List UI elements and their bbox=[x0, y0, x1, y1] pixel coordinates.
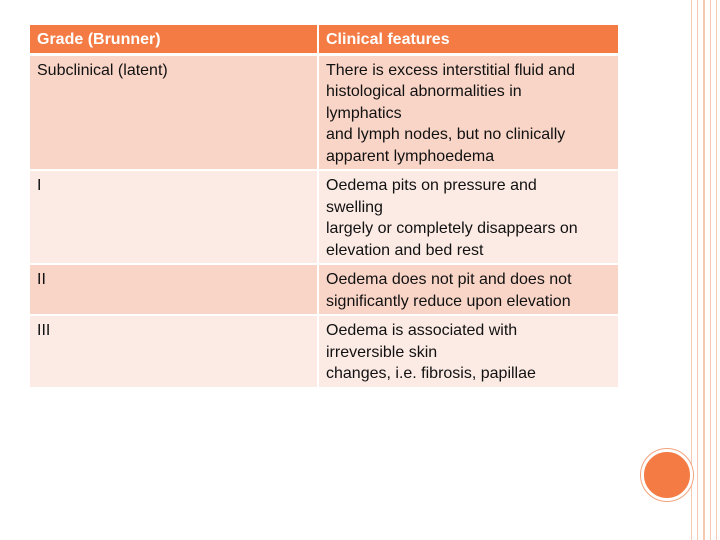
header-clinical-features: Clinical features bbox=[319, 25, 618, 56]
feature-text: There is excess interstitial fluid and bbox=[326, 61, 575, 79]
decorative-circle bbox=[641, 449, 693, 501]
grade-cell: Subclinical (latent) bbox=[30, 56, 319, 172]
decorative-line bbox=[710, 0, 711, 540]
feature-text: apparent lymphoedema bbox=[326, 147, 495, 165]
table-row bbox=[30, 316, 618, 389]
feature-text: Oedema pits on pressure and bbox=[326, 177, 537, 194]
feature-text: significantly reduce upon elevation bbox=[326, 292, 571, 310]
features-cell bbox=[319, 316, 618, 389]
features-cell bbox=[319, 171, 618, 265]
lymphoedema-grading-table bbox=[30, 25, 618, 389]
feature-text: swelling bbox=[326, 198, 383, 216]
feature-text: histological abnormalities in bbox=[326, 83, 522, 100]
decorative-line bbox=[697, 0, 698, 540]
decorative-line bbox=[716, 0, 717, 540]
feature-text: and lymph nodes, but no clinically bbox=[326, 126, 566, 143]
feature-text: elevation and bed rest bbox=[326, 241, 484, 259]
table-row bbox=[30, 265, 618, 316]
feature-text: lymphatics bbox=[326, 104, 402, 122]
header-grade: Grade (Brunner) bbox=[30, 25, 319, 56]
decorative-line bbox=[691, 0, 692, 540]
table-header-row bbox=[30, 25, 618, 56]
table-row bbox=[30, 171, 618, 265]
grade-cell: I bbox=[30, 171, 319, 265]
grade-cell: II bbox=[30, 265, 319, 316]
grade-cell: III bbox=[30, 316, 319, 389]
features-cell bbox=[319, 56, 618, 172]
decorative-line bbox=[703, 0, 705, 540]
feature-text: irreversible skin bbox=[326, 343, 438, 361]
feature-text: Oedema is associated with bbox=[326, 322, 518, 339]
feature-text: largely or completely disappears on bbox=[326, 220, 578, 237]
table-row bbox=[30, 56, 618, 172]
feature-text: Oedema does not pit and does not bbox=[326, 271, 572, 288]
feature-text: changes, i.e. fibrosis, papillae bbox=[326, 365, 536, 382]
features-cell bbox=[319, 265, 618, 316]
